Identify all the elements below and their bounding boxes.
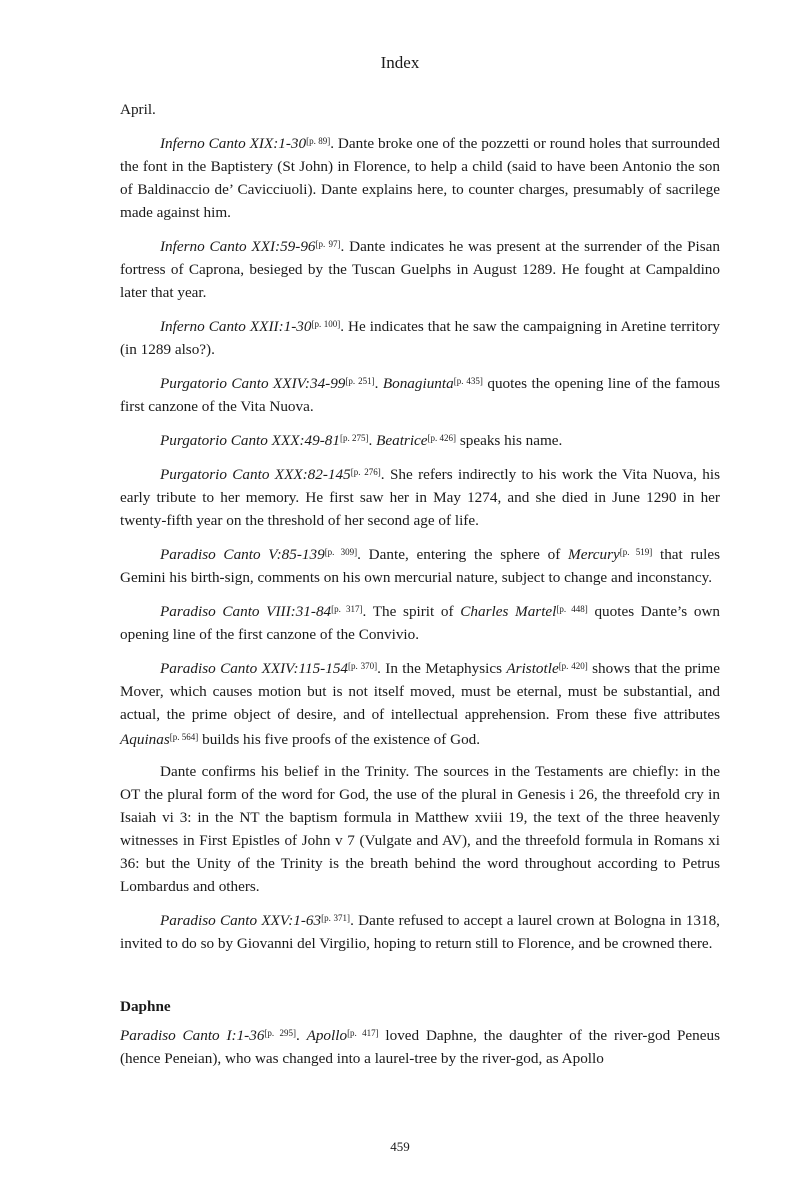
- canto-reference: Mercury: [568, 546, 620, 563]
- canto-reference: Inferno Canto XXII:1-30: [160, 318, 312, 335]
- page-reference: [p. 309]: [324, 547, 358, 557]
- entry-text: .: [374, 375, 383, 392]
- canto-reference: Bonagiunta: [382, 375, 454, 392]
- canto-reference: Aristotle: [506, 660, 559, 677]
- entry-text: loved Daphne, the daughter of the river-god Peneus (hence Peneian), who was changed into a laurel-tree by the river-god, as Apollo: [120, 1027, 721, 1067]
- index-entry: [120, 233, 720, 304]
- canto-reference: Paradiso Canto XXIV:115-154: [160, 660, 349, 677]
- page-number: 459: [390, 1139, 410, 1154]
- page-reference: [p. 371]: [321, 913, 351, 923]
- page-reference: [p. 100]: [311, 319, 341, 329]
- page-reference: [p. 97]: [315, 239, 341, 249]
- entry-text: . Dante, entering the sphere of: [357, 546, 569, 563]
- entry-text: .: [368, 432, 377, 449]
- page-reference: [p. 435]: [453, 376, 483, 386]
- index-entry: [120, 541, 720, 589]
- index-entry: [120, 760, 720, 898]
- entry-text: April.: [120, 101, 156, 118]
- index-entry: [120, 461, 720, 532]
- page-reference: [p. 417]: [347, 1028, 379, 1038]
- index-entry: [120, 427, 720, 452]
- page-reference: [p. 564]: [169, 732, 199, 742]
- entry-text: . He indicates that he saw the campaigning in Aretine territory (in 1289 also?).: [120, 318, 720, 358]
- running-header: Index: [380, 53, 420, 72]
- canto-reference: Purgatorio Canto XXX:82-145: [160, 466, 351, 483]
- entry-text: quotes the opening line of the famous first canzone of the Vita Nuova.: [120, 375, 720, 415]
- page-reference: [p. 519]: [619, 547, 653, 557]
- canto-reference: Aquinas: [120, 731, 170, 748]
- page-reference: [p. 251]: [345, 376, 375, 386]
- page-reference: [p. 448]: [556, 604, 588, 614]
- canto-reference: Beatrice: [376, 432, 428, 449]
- page-reference: [p. 317]: [331, 604, 363, 614]
- entry-text: . The spirit of: [362, 603, 461, 620]
- index-entry: [120, 130, 720, 224]
- canto-reference: Inferno Canto XIX:1-30: [160, 135, 307, 152]
- canto-reference: Paradiso Canto XXV:1-63: [160, 912, 322, 929]
- index-entry: [120, 370, 720, 418]
- canto-reference: Purgatorio Canto XXIV:34-99: [160, 375, 346, 392]
- index-entry: [120, 907, 720, 955]
- page-reference: [p. 276]: [350, 467, 381, 477]
- page-reference: [p. 295]: [264, 1028, 296, 1038]
- page-reference: [p. 426]: [427, 433, 457, 443]
- page-reference: [p. 275]: [340, 433, 369, 443]
- entry-text: . Dante refused to accept a laurel crown at Bologna in 1318, invited to do so by Giovanni del Virgilio, hoping to return still to Florence, and be crowned there.: [120, 912, 720, 952]
- canto-reference: Purgatorio Canto XXX:49-81: [160, 432, 340, 449]
- index-entry: [120, 313, 720, 361]
- entry-text: speaks his name.: [456, 432, 563, 449]
- canto-reference: Paradiso Canto I:1-36: [120, 1027, 265, 1044]
- entry-text: Dante confirms his belief in the Trinity. The sources in the Testaments are chiefly: in the OT the plural form of the word for God, the use of the plural in Genesis i 26, the threefold cry in Isaiah vi 3: in the NT the baptism formula in Matthew xviii 19, the text of the three heavenly witnesses in First Epistles of John v 7 (Vulgate and AV), and the threefold formula in Romans xi 36: but the Unity of the Trinity is the breath behind the word throughout according to Petrus Lombardus and others.: [120, 763, 720, 895]
- canto-reference: Charles Martel: [460, 603, 557, 620]
- index-entry: [120, 655, 720, 751]
- index-entry: [120, 98, 720, 121]
- canto-reference: Paradiso Canto VIII:31-84: [160, 603, 332, 620]
- index-body: [120, 98, 720, 1079]
- index-entry: [120, 1022, 720, 1070]
- canto-reference: Apollo: [306, 1027, 348, 1044]
- page-reference: [p. 420]: [558, 661, 588, 671]
- entry-text: Daphne: [120, 998, 171, 1015]
- entry-text: shows that the prime Mover, which causes motion but is not itself moved, must be eternal, must be substantial, and actual, the prime object of desire, and of intellectual apprehension. From these five attributes: [120, 660, 720, 723]
- entry-text: that rules Gemini his birth-sign, comments on his own mercurial nature, subject to change and inconstancy.: [120, 546, 721, 586]
- entry-text: . In the Metaphysics: [377, 660, 507, 677]
- section-heading: [120, 995, 720, 1018]
- entry-text: quotes Dante’s own opening line of the first canzone of the Convivio.: [120, 603, 721, 643]
- entry-text: builds his five proofs of the existence of God.: [198, 731, 481, 748]
- canto-reference: Paradiso Canto V:85-139: [160, 546, 325, 563]
- entry-text: . Dante broke one of the pozzetti or round holes that surrounded the font in the Baptistery (St John) in Florence, to help a child (said to have been Antonio the son of Baldinaccio de’ Cavicciuoli). Dante explains here, to counter charges, presumably of sacrilege made against him.: [120, 135, 721, 221]
- index-entry: [120, 598, 720, 646]
- entry-text: .: [295, 1027, 307, 1044]
- entry-text: . She refers indirectly to his work the Vita Nuova, his early tribute to her memory. He first saw her in May 1274, and she died in June 1290 in her twenty-fifth year on the threshold of her second age of life.: [120, 466, 720, 529]
- canto-reference: Inferno Canto XXI:59-96: [160, 238, 316, 255]
- entry-text: . Dante indicates he was present at the surrender of the Pisan fortress of Caprona, besieged by the Tuscan Guelphs in August 1289. He fought at Campaldino later that year.: [120, 238, 720, 301]
- page-reference: [p. 89]: [306, 136, 331, 146]
- page-reference: [p. 370]: [348, 661, 378, 671]
